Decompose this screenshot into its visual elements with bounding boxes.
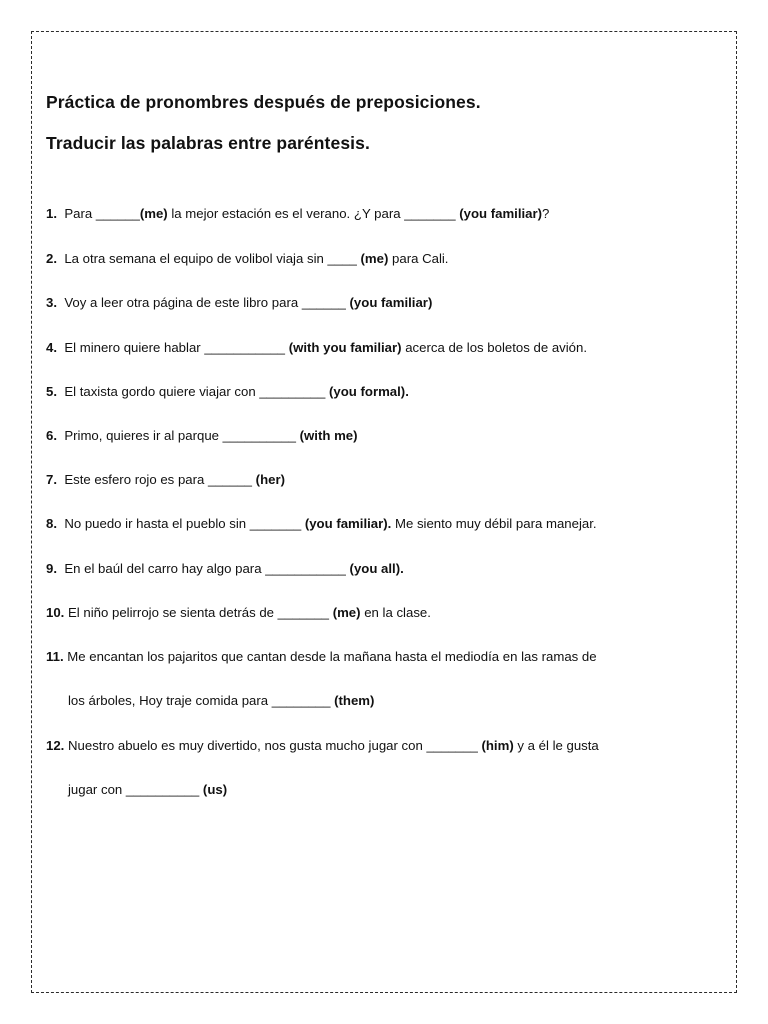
exercise-line [46,428,358,444]
pronoun-prompt: (you familiar) [459,206,543,221]
exercise-number: 9. [46,561,57,576]
pronoun-prompt: (us) [202,782,228,797]
pronoun-prompt: (her) [255,472,285,487]
exercise-number: 2. [46,251,57,266]
exercise-text: Este esfero rojo es para ______ [64,472,256,487]
exercise-text: La otra semana el equipo de volibol viaja sin ____ [64,251,361,266]
exercise-number: 3. [46,295,57,310]
pronoun-prompt: (you familiar) [349,295,433,310]
pronoun-prompt: (with me) [299,428,358,443]
exercise-text: Primo, quieres ir al parque __________ [64,428,300,443]
exercise-line [46,738,599,754]
exercise-line [46,295,432,311]
pronoun-prompt: (me) [360,251,389,266]
worksheet-border [31,31,737,993]
pronoun-prompt: (with you familiar) [288,340,402,355]
exercise-text: No puedo ir hasta el pueblo sin _______ [64,516,305,531]
exercise-text: Me siento muy débil para manejar. [391,516,597,531]
exercise-text: la mejor estación es el verano. ¿Y para _______ [167,206,460,221]
exercise-line [46,649,597,665]
exercise-text: El niño pelirrojo se sienta detrás de _______ [68,605,333,620]
exercise-number: 7. [46,472,57,487]
pronoun-prompt: (them) [334,693,375,708]
pronoun-prompt: (you formal). [329,384,409,399]
exercise-number: 6. [46,428,57,443]
exercise-text: Voy a leer otra página de este libro para ______ [64,295,350,310]
exercise-line [46,605,431,621]
exercise-number: 11. [46,649,64,664]
exercise-line [46,251,448,267]
exercise-number: 8. [46,516,57,531]
exercise-line [46,472,285,488]
worksheet-instruction: Traducir las palabras entre paréntesis. [46,133,370,153]
pronoun-prompt: (me) [139,206,168,221]
exercise-text: El minero quiere hablar ___________ [64,340,289,355]
exercise-text: ? [542,206,550,221]
exercise-text: En el baúl del carro hay algo para ___________ [64,561,350,576]
exercise-text: Me encantan los pajaritos que cantan desde la mañana hasta el mediodía en las ramas de [67,649,597,664]
exercise-text: y a él le gusta [513,738,599,753]
exercise-line [46,561,404,577]
exercise-text: Nuestro abuelo es muy divertido, nos gusta mucho jugar con _______ [68,738,482,753]
exercise-text: en la clase. [360,605,431,620]
exercise-line-continuation [68,782,227,798]
pronoun-prompt: (you familiar). [304,516,392,531]
exercise-text: Para ______ [64,206,140,221]
pronoun-prompt: (me) [332,605,361,620]
exercise-text: los árboles, Hoy traje comida para ________ [68,693,335,708]
pronoun-prompt: (him) [481,738,514,753]
exercise-text: jugar con __________ [68,782,203,797]
exercise-number: 1. [46,206,57,221]
exercise-text: para Cali. [388,251,449,266]
exercise-text: El taxista gordo quiere viajar con _________ [64,384,329,399]
exercise-line [46,206,549,222]
exercise-number: 5. [46,384,57,399]
exercise-number: 12. [46,738,65,753]
exercise-number: 4. [46,340,57,355]
exercise-line [46,340,587,356]
exercise-text: acerca de los boletos de avión. [401,340,588,355]
exercise-line [46,384,409,400]
pronoun-prompt: (you all). [349,561,404,576]
exercise-number: 10. [46,605,65,620]
worksheet-title: Práctica de pronombres después de preposiciones. [46,92,481,112]
exercise-line [46,516,597,532]
exercise-line-continuation [68,693,374,709]
